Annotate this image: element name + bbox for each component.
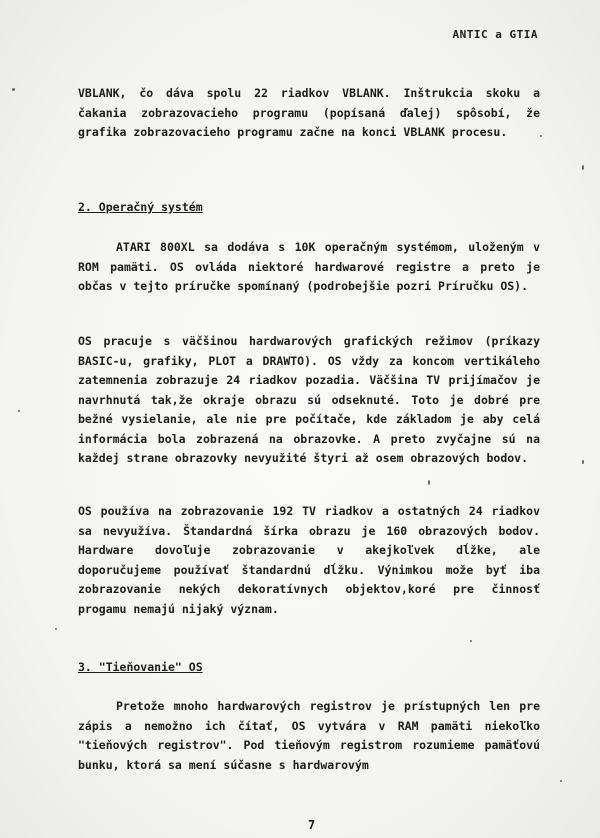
scan-speck bbox=[470, 640, 472, 642]
scan-speck bbox=[428, 480, 430, 485]
paragraph-atari-os: ATARI 800XL sa dodáva s 10K operačným systémom, uloženým v ROM pamäti. OS ovláda niektoré hardwarové registre a preto je občas v tejto príručke spomínaný (podrobejšie pozri Príručku OS). bbox=[78, 240, 540, 293]
scan-speck bbox=[18, 410, 20, 412]
scan-speck bbox=[582, 460, 584, 464]
paragraph-os-display-lines: OS používa na zobrazovanie 192 TV riadkov a ostatných 24 riadkov sa nevyužíva. Štandardná šírka obrazu je 160 obrazových bodov. Hardware dovoľuje zobrazovanie v akejkoľvek dĺžke, ale doporučujeme používať štandardnú dĺžku. Výnimkou može byť iba zobrazovanie nekých dekoratívnych objektov,koré pre činnosť progamu nemajú nijaký význam. bbox=[78, 504, 540, 616]
paragraph-os-graphics-modes: OS pracuje s väčšinou hardwarových grafických režimov (príkazy BASIC-u, grafiky, PLOT a DRAWTO). OS vždy za koncom vertikáleho zatemnenia zobrazuje 24 riadkov pozadia. Väčšina TV prijímačov je navrhnutá tak,že okraje obrazu sú odseknuté. Toto je dobré pre bežné vysielanie, ale nie pre počítače, kde základom je aby celá informácia bola zobrazená na obrazovke. A preto zvyčajne sú na každej strane obrazovky nevyužité štyri až osem obrazových bodov. bbox=[78, 334, 540, 465]
scan-speck bbox=[560, 780, 562, 782]
section-heading-shadowing: 3. "Tieňovanie" OS bbox=[78, 660, 203, 674]
scan-speck bbox=[55, 628, 57, 630]
paragraph-shadow-registers: Pretože mnoho hardwarových registrov je prístupných len pre zápis a nemožno ich čítať, OS vytvára v RAM pamäti niekoľko "tieňových registrov". Pod tieňovým registrom rozumieme pamäťovú bunku, ktorá sa mení súčasne s hardwarovým bbox=[78, 699, 540, 772]
page-number: 7 bbox=[308, 818, 316, 832]
paragraph-vblank: VBLANK, čo dáva spolu 22 riadkov VBLANK. Inštrukcia skoku a čakania zobrazovacieho programu (popísaná ďalej) spôsobí, že grafika zobrazovacieho programu začne na konci VBLANK procesu. bbox=[78, 86, 540, 139]
scan-speck bbox=[12, 88, 15, 91]
scan-speck bbox=[540, 135, 542, 137]
running-head: ANTIC a GTIA bbox=[452, 28, 538, 41]
section-heading-operating-system: 2. Operačný systém bbox=[78, 200, 203, 214]
scan-speck bbox=[582, 165, 584, 170]
